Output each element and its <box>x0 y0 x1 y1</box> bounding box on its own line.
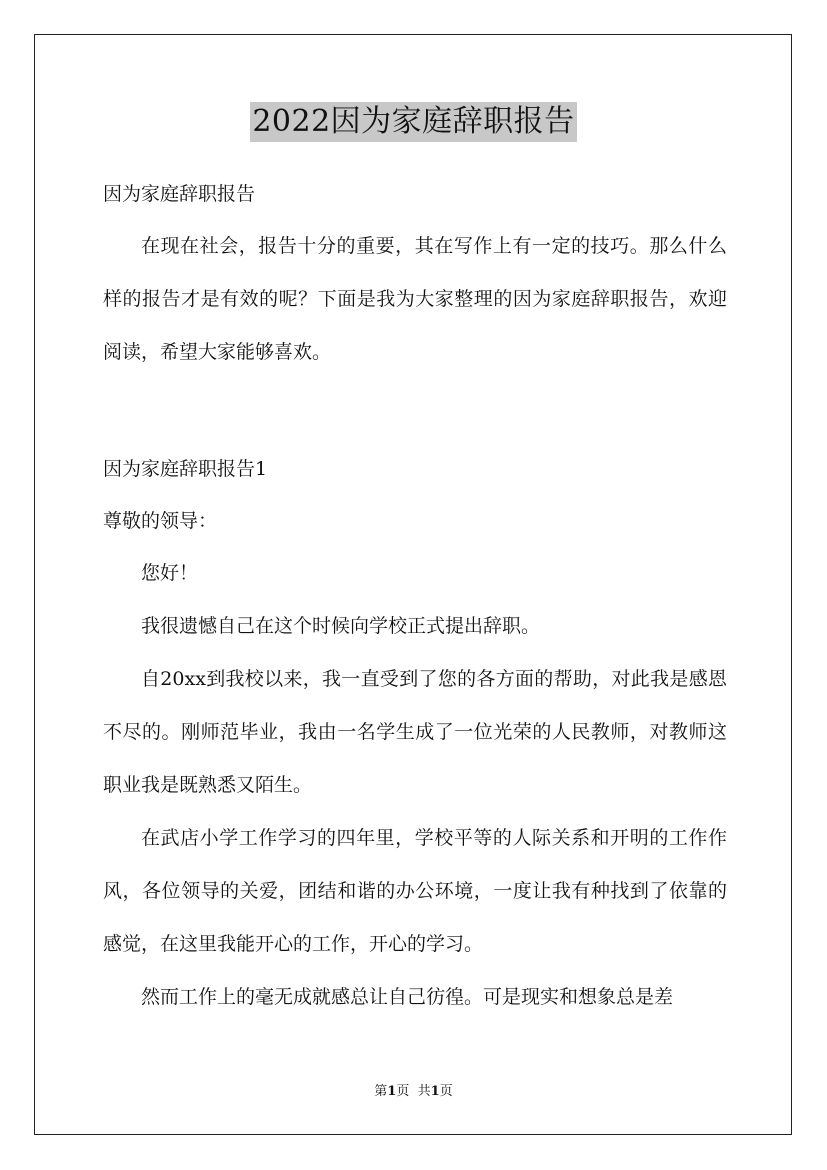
body-paragraph: 在武店小学工作学习的四年里，学校平等的人际关系和开明的工作作风，各位领导的关爱，团结和谐的办公环境，一度让我有种找到了依靠的感觉，在这里我能开心的工作，开心的学习。 <box>103 827 727 955</box>
salutation: 尊敬的领导： <box>103 510 218 532</box>
total-pages: 1 <box>430 1084 440 1099</box>
section-heading: 因为家庭辞职报告1 <box>103 458 268 480</box>
page-label-prefix: 第 <box>374 1084 388 1099</box>
spacer <box>103 379 727 443</box>
page-label-suffix: 页 <box>396 1084 410 1099</box>
page-number: 1 <box>387 1084 397 1099</box>
document-title: 2022因为家庭辞职报告 <box>250 102 576 142</box>
title-container <box>0 102 827 142</box>
page-footer <box>0 1083 827 1101</box>
total-label-prefix: 共 <box>417 1084 431 1099</box>
document-body <box>103 168 727 1024</box>
total-label-suffix: 页 <box>439 1084 453 1099</box>
document-subtitle: 因为家庭辞职报告 <box>103 183 256 205</box>
intro-paragraph: 在现在社会，报告十分的重要，其在写作上有一定的技巧。那么什么样的报告才是有效的呢？下面是我为大家整理的因为家庭辞职报告，欢迎阅读，希望大家能够喜欢。 <box>103 235 727 363</box>
body-paragraph: 您好！ <box>141 562 199 584</box>
body-paragraph: 然而工作上的毫无成就感总让自己彷徨。可是现实和想象总是差 <box>141 986 674 1008</box>
body-paragraph: 自20xx到我校以来，我一直受到了您的各方面的帮助，对此我是感恩不尽的。刚师范毕业，我由一名学生成了一位光荣的人民教师，对教师这职业我是既熟悉又陌生。 <box>103 668 727 796</box>
body-paragraph: 我很遗憾自己在这个时候向学校正式提出辞职。 <box>141 615 541 637</box>
